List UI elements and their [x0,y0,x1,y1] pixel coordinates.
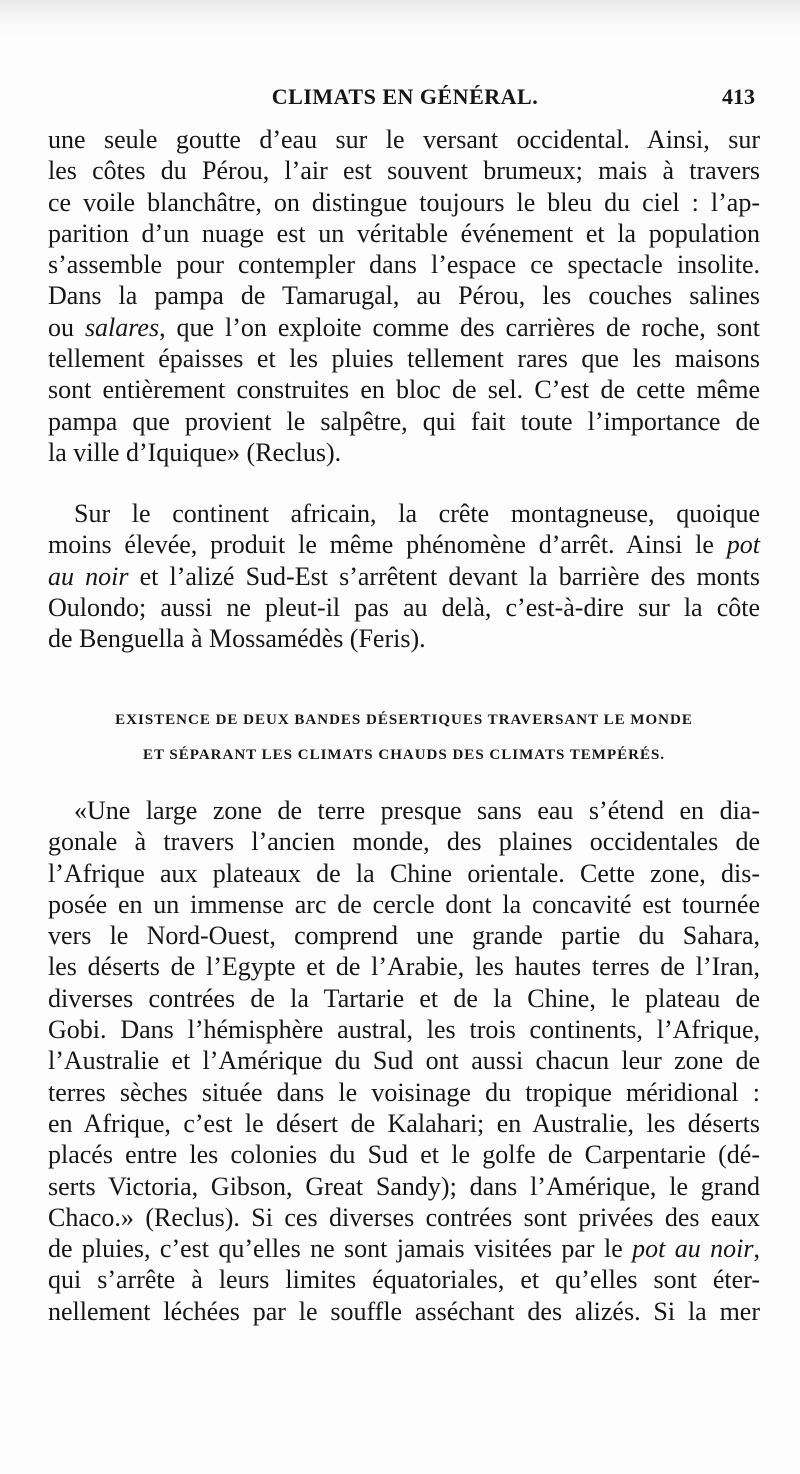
text-line: gonale à travers l’ancien monde, des plaines occidentales de [48,827,760,857]
text-line [48,561,760,592]
text-line: sont entièrement construites en bloc de sel. C’est de cette même [48,375,760,405]
text-line: parition d’un nuage est un véritable événement et la population [48,218,760,248]
text-line: posée en un immense arc de cercle dont la concavité est tournée [48,889,760,919]
text-line: la ville d’Iquique» (Reclus). [48,437,342,467]
italic-term: au noir [48,561,129,591]
text-line: placés entre les colonies du Sud et le golfe de Carpentarie (dé- [48,1140,760,1170]
text-line: diverses contrées de la Tartarie et de la Chine, le plateau de [48,983,760,1013]
text-line: l’Australie et l’Amérique du Sud ont aussi chacun leur zone de [48,1046,760,1076]
text-line: une seule goutte d’eau sur le versant occidental. Ainsi, sur [48,125,760,154]
section-heading-line: ET SÉPARANT LES CLIMATS CHAUDS DES CLIMATS TEMPÉRÉS. [142,747,666,763]
text-line: en Afrique, c’est le désert de Kalahari; en Australie, les déserts [48,1108,760,1138]
text-line: ce voile blanchâtre, on distingue toujours le bleu du ciel : l’ap- [48,187,760,217]
text-line: pampa que provient le salpêtre, qui fait toute l’importance de [48,406,760,436]
paragraph-africa [48,498,760,654]
text-line [48,312,760,343]
text-line: Dans la pampa de Tamarugal, au Pérou, les couches salines [48,281,760,311]
italic-term: salares [84,312,160,342]
text-fragment: de pluies, c’est qu’elles ne sont jamais visitées par le [48,1234,633,1264]
running-header [55,84,755,120]
text-fragment: , [753,1234,760,1264]
text-line [48,529,760,560]
text-line: nellement léchées par le souffle asséchant des alizés. Si la mer [48,1296,760,1326]
text-line: les déserts de l’Egypte et de l’Arabie, les hautes terres de l’Iran, [48,952,760,982]
text-fragment: et l’alizé Sud-Est s’arrêtent devant la barrière des monts [128,561,761,591]
text-line: terres sèches située dans le voisinage du tropique méridional : [48,1077,760,1107]
text-line: Gobi. Dans l’hémisphère austral, les trois continents, l’Afrique, [48,1015,760,1045]
text-line: tellement épaisses et les pluies tellement rares que les maisons [48,344,760,374]
text-line: les côtes du Pérou, l’air est souvent brumeux; mais à travers [48,156,760,186]
scan-edge [0,0,800,36]
paragraph-peru [48,124,760,468]
italic-term: pot [726,530,760,560]
text-line: s’assemble pour contempler dans l’espace ce spectacle insolite. [48,250,760,280]
text-line: l’Afrique aux plateaux de la Chine orientale. Cette zone, dis- [48,858,760,888]
text-fragment: moins élevée, produit le même phénomène d’arrêt. Ainsi le [48,530,727,560]
section-heading-line: EXISTENCE DE DEUX BANDES DÉSERTIQUES TRAVERSANT LE MONDE [115,712,693,728]
text-line: Sur le continent africain, la crête montagneuse, quoique [74,499,760,528]
text-line: vers le Nord-Ouest, comprend une grande partie du Sahara, [48,921,760,951]
text-line: Oulondo; aussi ne pleut-il pas au delà, c’est-à-dire sur la côte [48,592,760,622]
text-line: serts Victoria, Gibson, Great Sandy); dans l’Amérique, le grand [48,1171,760,1201]
text-line [48,1233,760,1264]
paragraph-deserts [48,795,760,1327]
text-line: Chaco.» (Reclus). Si ces diverses contrées sont privées des eaux [48,1202,760,1232]
text-fragment: ou [48,312,85,342]
text-line: de Benguella à Mossamédès (Feris). [48,624,426,654]
text-line: qui s’arrête à leurs limites équatoriales, et qu’elles sont éter- [48,1265,760,1295]
page-title: CLIMATS EN GÉNÉRAL. [271,84,539,109]
section-heading [48,703,760,773]
italic-term: pot au noir [632,1234,754,1264]
text-fragment: , que l’on exploite comme des carrières de roche, sont [159,312,760,342]
page-number: 413 [722,84,755,109]
text-line: «Une large zone de terre presque sans eau s’étend en dia- [74,796,760,825]
